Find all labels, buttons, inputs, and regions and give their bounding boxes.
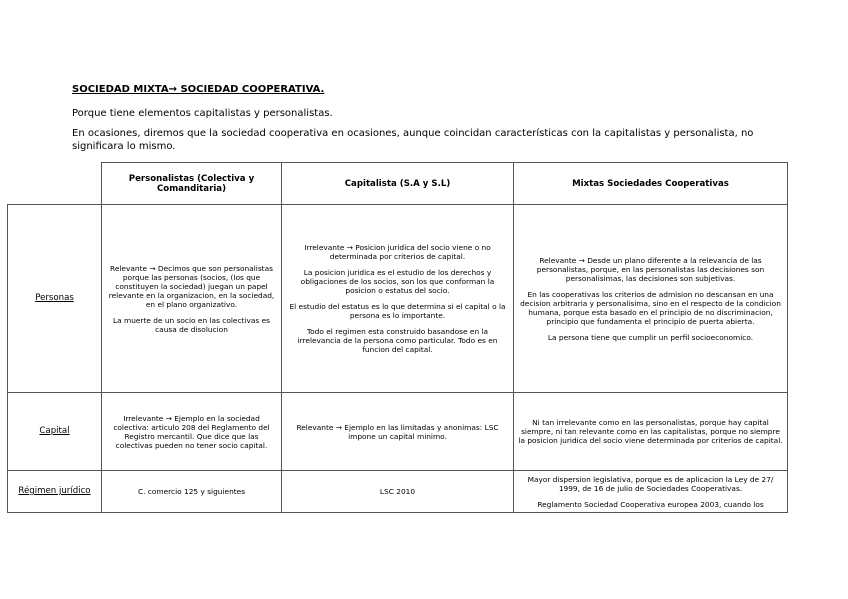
cell-regimen-mixtas: Mayor dispersion legislativa, porque es de aplicacion la Ley de 27/ 1999, de 16 de julio de Sociedades Cooperativas. Reglamento Sociedad Cooperativa europea 2003, cuando los [514, 471, 788, 513]
cell-regimen-capitalista: LSC 2010 [282, 471, 514, 513]
header-capitalista: Capitalista (S.A y S.L) [282, 163, 514, 205]
cell-personas-mixtas: Relevante → Desde un plano diferente a la relevancia de las personalistas, porque, en las personalistas las decisiones son personalisimas, las decisiones son subjetivas. En las cooperativas los criterios de admision no descansan en una decision arbitraria y personalisima, sino en el respecto de la condicion humana, porque esta basado en el principio de no discriminacion, principio que fundamenta el principio de puerta abierta. La persona tiene que cumplir un perfil socioeconomico. [514, 205, 788, 393]
cell-personas-personalistas: Relevante → Decimos que son personalistas porque las personas (socios, (los que constituyen la sociedad) juegan un papel relevante en la organizacion, en la sociedad, en el plano organizativo. La muerte de un socio en las colectivas es causa de disolucion [102, 205, 282, 393]
paragraph-intro: Porque tiene elementos capitalistas y personalistas. [72, 108, 333, 119]
header-mixtas: Mixtas Sociedades Cooperativas [514, 163, 788, 205]
row-label-capital: Capital [8, 393, 102, 471]
comparison-table [7, 162, 788, 513]
cell-capital-personalistas: Irrelevante → Ejemplo en la sociedad colectiva: articulo 208 del Reglamento del Registro mercantil. Que dice que las colectivas pueden no tener socio capital. [102, 393, 282, 471]
table-row-regimen [8, 471, 788, 513]
cell-capital-mixtas: Ni tan irrelevante como en las personalistas, porque hay capital siempre, ni tan relevante como en las capitalistas, porque no siempre la posicion juridica del socio viene determinada por criterios de capital. [514, 393, 788, 471]
table-row-personas [8, 205, 788, 393]
paragraph-detail: En ocasiones, diremos que la sociedad cooperativa en ocasiones, aunque coincidan características con la capitalistas y personalista, no significara lo mismo. [72, 128, 754, 152]
document-heading: SOCIEDAD MIXTA→ SOCIEDAD COOPERATIVA. [72, 84, 325, 95]
header-personalistas: Personalistas (Colectiva y Comanditaria) [102, 163, 282, 205]
table-corner-cell [8, 163, 102, 205]
table-header-row [8, 163, 788, 205]
cell-personas-capitalista: Irrelevante → Posicion juridica del socio viene o no determinada por criterios de capital. La posicion juridica es el estudio de los derechos y obligaciones de los socios, son los que conforman la posicion o estatus del socio. El estudio del estatus es lo que determina si el capital o la persona es lo importante. Todo el regimen esta construido basandose en la irrelevancia de la persona como particular. Todo es en funcion del capital. [282, 205, 514, 393]
cell-capital-capitalista: Relevante → Ejemplo en las limitadas y anonimas: LSC impone un capital minimo. [282, 393, 514, 471]
cell-regimen-personalistas: C. comercio 125 y siguientes [102, 471, 282, 513]
row-label-personas: Personas [8, 205, 102, 393]
table-row-capital [8, 393, 788, 471]
row-label-regimen: Régimen jurídico [8, 471, 102, 513]
